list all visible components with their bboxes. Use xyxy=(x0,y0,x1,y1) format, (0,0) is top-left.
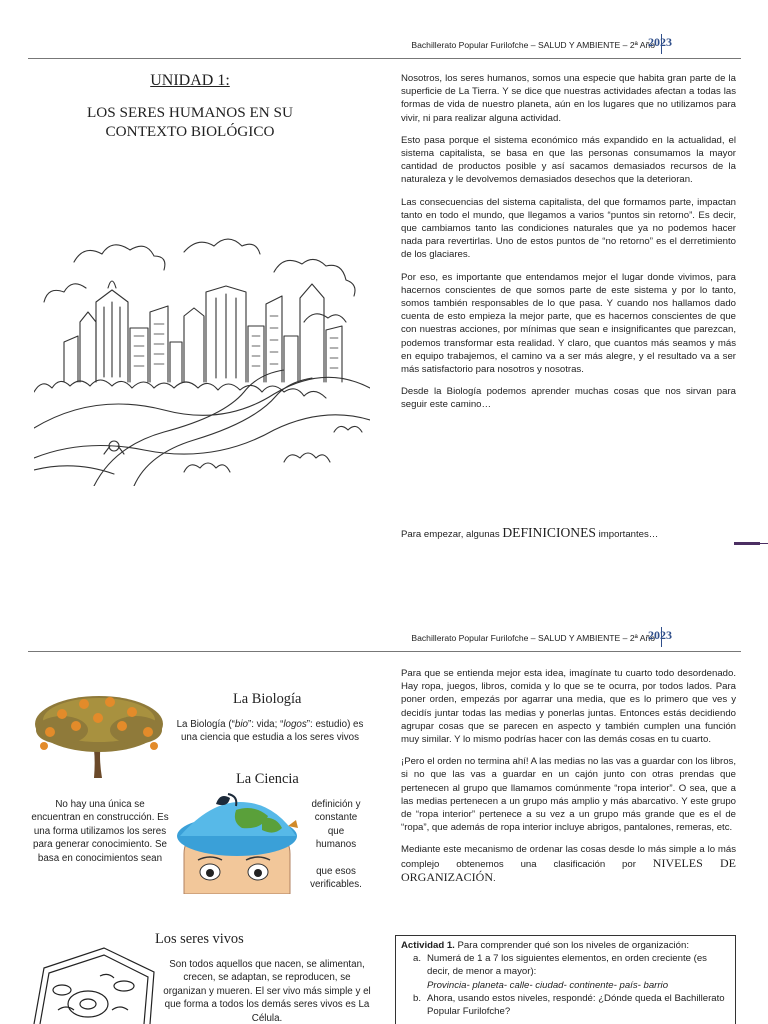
activity-box xyxy=(395,935,736,1024)
paragraph: Las consecuencias del sistema capitalista, del que formamos parte, impactan tanto en todo el mundo, que llegamos a varios “puntos sin retorno”. Es decir, que cambiamos tanto las condiciones naturales que ya no podemos hacer nada para revertirlas. Uno de estos puntos de “no retorno” es el derretimiento de los glaciares. xyxy=(401,196,736,261)
page-edge-marker-line xyxy=(760,543,768,544)
activity-heading: Actividad 1. Para comprender qué son los niveles de organización: xyxy=(401,940,689,951)
header-text: Bachillerato Popular Furilofche – SALUD Y AMBIENTE – 2ª Año xyxy=(411,633,655,643)
header-rule xyxy=(28,58,741,59)
header-text: Bachillerato Popular Furilofche – SALUD Y AMBIENTE – 2ª Año xyxy=(411,40,655,50)
city-landscape-illustration xyxy=(34,232,370,486)
unit-subtitle-line-2: CONTEXTO BIOLÓGICO xyxy=(105,123,275,140)
ciencia-text-left: No hay una única se encuentran en construcción. Es una forma utilizamos los seres para generar conocimiento. Se basa en conocimientos sean xyxy=(31,799,169,864)
page-edge-marker xyxy=(734,542,760,545)
header-year: 2023 xyxy=(648,628,672,642)
plant-cell-illustration xyxy=(28,946,158,1024)
page1-text-column xyxy=(401,72,736,421)
header-rule xyxy=(28,651,741,652)
activity-item: b. Ahora, usando estos niveles, respondé: ¿Dónde queda el Bachillerato Popular Furilofche? xyxy=(413,992,725,1018)
paragraph: Por eso, es importante que entendamos mejor el lugar donde vivimos, para hacernos conscientes de que somos parte de este sistema y por lo tanto, somos también responsables de lo que pasa. Y cuando nos hallamos dado cuenta de esto empieza la mejor parte, que es hacernos conscientes de que con nuestras acciones, por mínimas que sean e insignificantes que parezcan, podemos transformar esta realidad. Y claro, que cuantos más seamos y más en equipo trabajemos, el camino va a ser más alegre, y el resultado va a ser más satisfactorio para nosotros y nosotras. xyxy=(401,271,736,376)
definitions-heading: DEFINICIONES xyxy=(502,525,596,540)
biologia-title: La Biología xyxy=(233,691,302,707)
unit-title: UNIDAD 1: xyxy=(150,72,230,89)
unit-subtitle xyxy=(60,103,320,141)
ciencia-text-right: definición y constante que humanos que esos verificables. xyxy=(310,799,362,891)
page2-text-column xyxy=(401,667,736,894)
unit-subtitle-line-1: LOS SERES HUMANOS EN SU xyxy=(87,104,293,121)
paragraph-organizacion: Mediante este mecanismo de ordenar las cosas desde lo más simple a lo más complejo obtenemos una clasificación por NIVELES DE ORGANIZACIÓN. xyxy=(401,844,736,884)
head-with-earth-illustration xyxy=(170,790,304,894)
seres-vivos-title: Los seres vivos xyxy=(155,931,244,947)
seres-vivos-definition: Son todos aquellos que nacen, se alimentan, crecen, se adaptan, se reproducen, se organizan y mueren. El ser vivo más simple y el que forma a todos los demás seres vivos es La Célula. xyxy=(163,959,371,1024)
paragraph: Nosotros, los seres humanos, somos una especie que habita gran parte de la superficie de La Tierra. Y se dice que nuestras actividades afectan a todas las formas de vida de nuestro planeta, aún en los lugares que no utilizamos para vivir, ni para realizar alguna actividad. xyxy=(401,73,736,124)
activity-title: Actividad 1. xyxy=(401,940,455,951)
page-header xyxy=(28,31,741,59)
ciencia-title: La Ciencia xyxy=(236,771,299,787)
activity-list xyxy=(401,952,729,1018)
page-header xyxy=(28,624,741,652)
paragraph: ¡Pero el orden no termina ahí! A las medias no las vas a guardar con los libros, si no que las vas a guardar en un cajón junto con otras prendas que pertenecen al grupo que llamamos comúnmente “ropa interior”. O sea, que a las medias pertenecen a un grupo más amplio y más abarcativo. Y este grupo de “ropa interior” pertenece a su vez a un grupo más grande que es el de “ropa”, que además de ropa interior incluye abrigos, pantalones, remeras, etc. xyxy=(401,756,736,834)
activity-item: a. Numerá de 1 a 7 los siguientes elementos, en orden creciente (es decir, de menor a mayor): Provincia- planeta- calle- ciudad- continente- país- barrio xyxy=(413,953,707,991)
paragraph: Desde la Biología podemos aprender muchas cosas que nos sirvan para seguir este camino… xyxy=(401,386,736,411)
tree-of-life-illustration xyxy=(32,688,166,778)
biologia-definition: La Biología (“bio”: vida; “logos”: estudio) es una ciencia que estudia a los seres vivos xyxy=(176,719,364,744)
definitions-intro: Para empezar, algunas DEFINICIONES importantes… xyxy=(401,525,659,540)
activity-example: Provincia- planeta- calle- ciudad- continente- país- barrio xyxy=(427,979,669,991)
header-year: 2023 xyxy=(648,35,672,49)
niveles-heading: NIVELES DE ORGANIZACIÓN xyxy=(401,855,736,884)
paragraph: Esto pasa porque el sistema económico más expandido en la actualidad, el sistema capitalista, se basa en que las personas consumamos la mayor cantidad de productos posible y así sacamos demasiados recursos de la naturaleza y le devolvemos demasiados desechos que la deterioran. xyxy=(401,134,736,186)
paragraph: Para que se entienda mejor esta idea, imagínate tu cuarto todo desordenado. Hay ropa, juegos, libros, comida y lo que se te ocurra, por todos lados. Para poner orden, empezás por agarrar una media, que es lo primero que ves y decidís juntar todas las medias y ponerlas juntas. Entonces estás decidiendo agrupar cosas que se parecen en aspecto y también cumplen una función muy similar. Y lo mismo podrías hacer con las demás cosas en tu cuarto. xyxy=(401,668,736,746)
